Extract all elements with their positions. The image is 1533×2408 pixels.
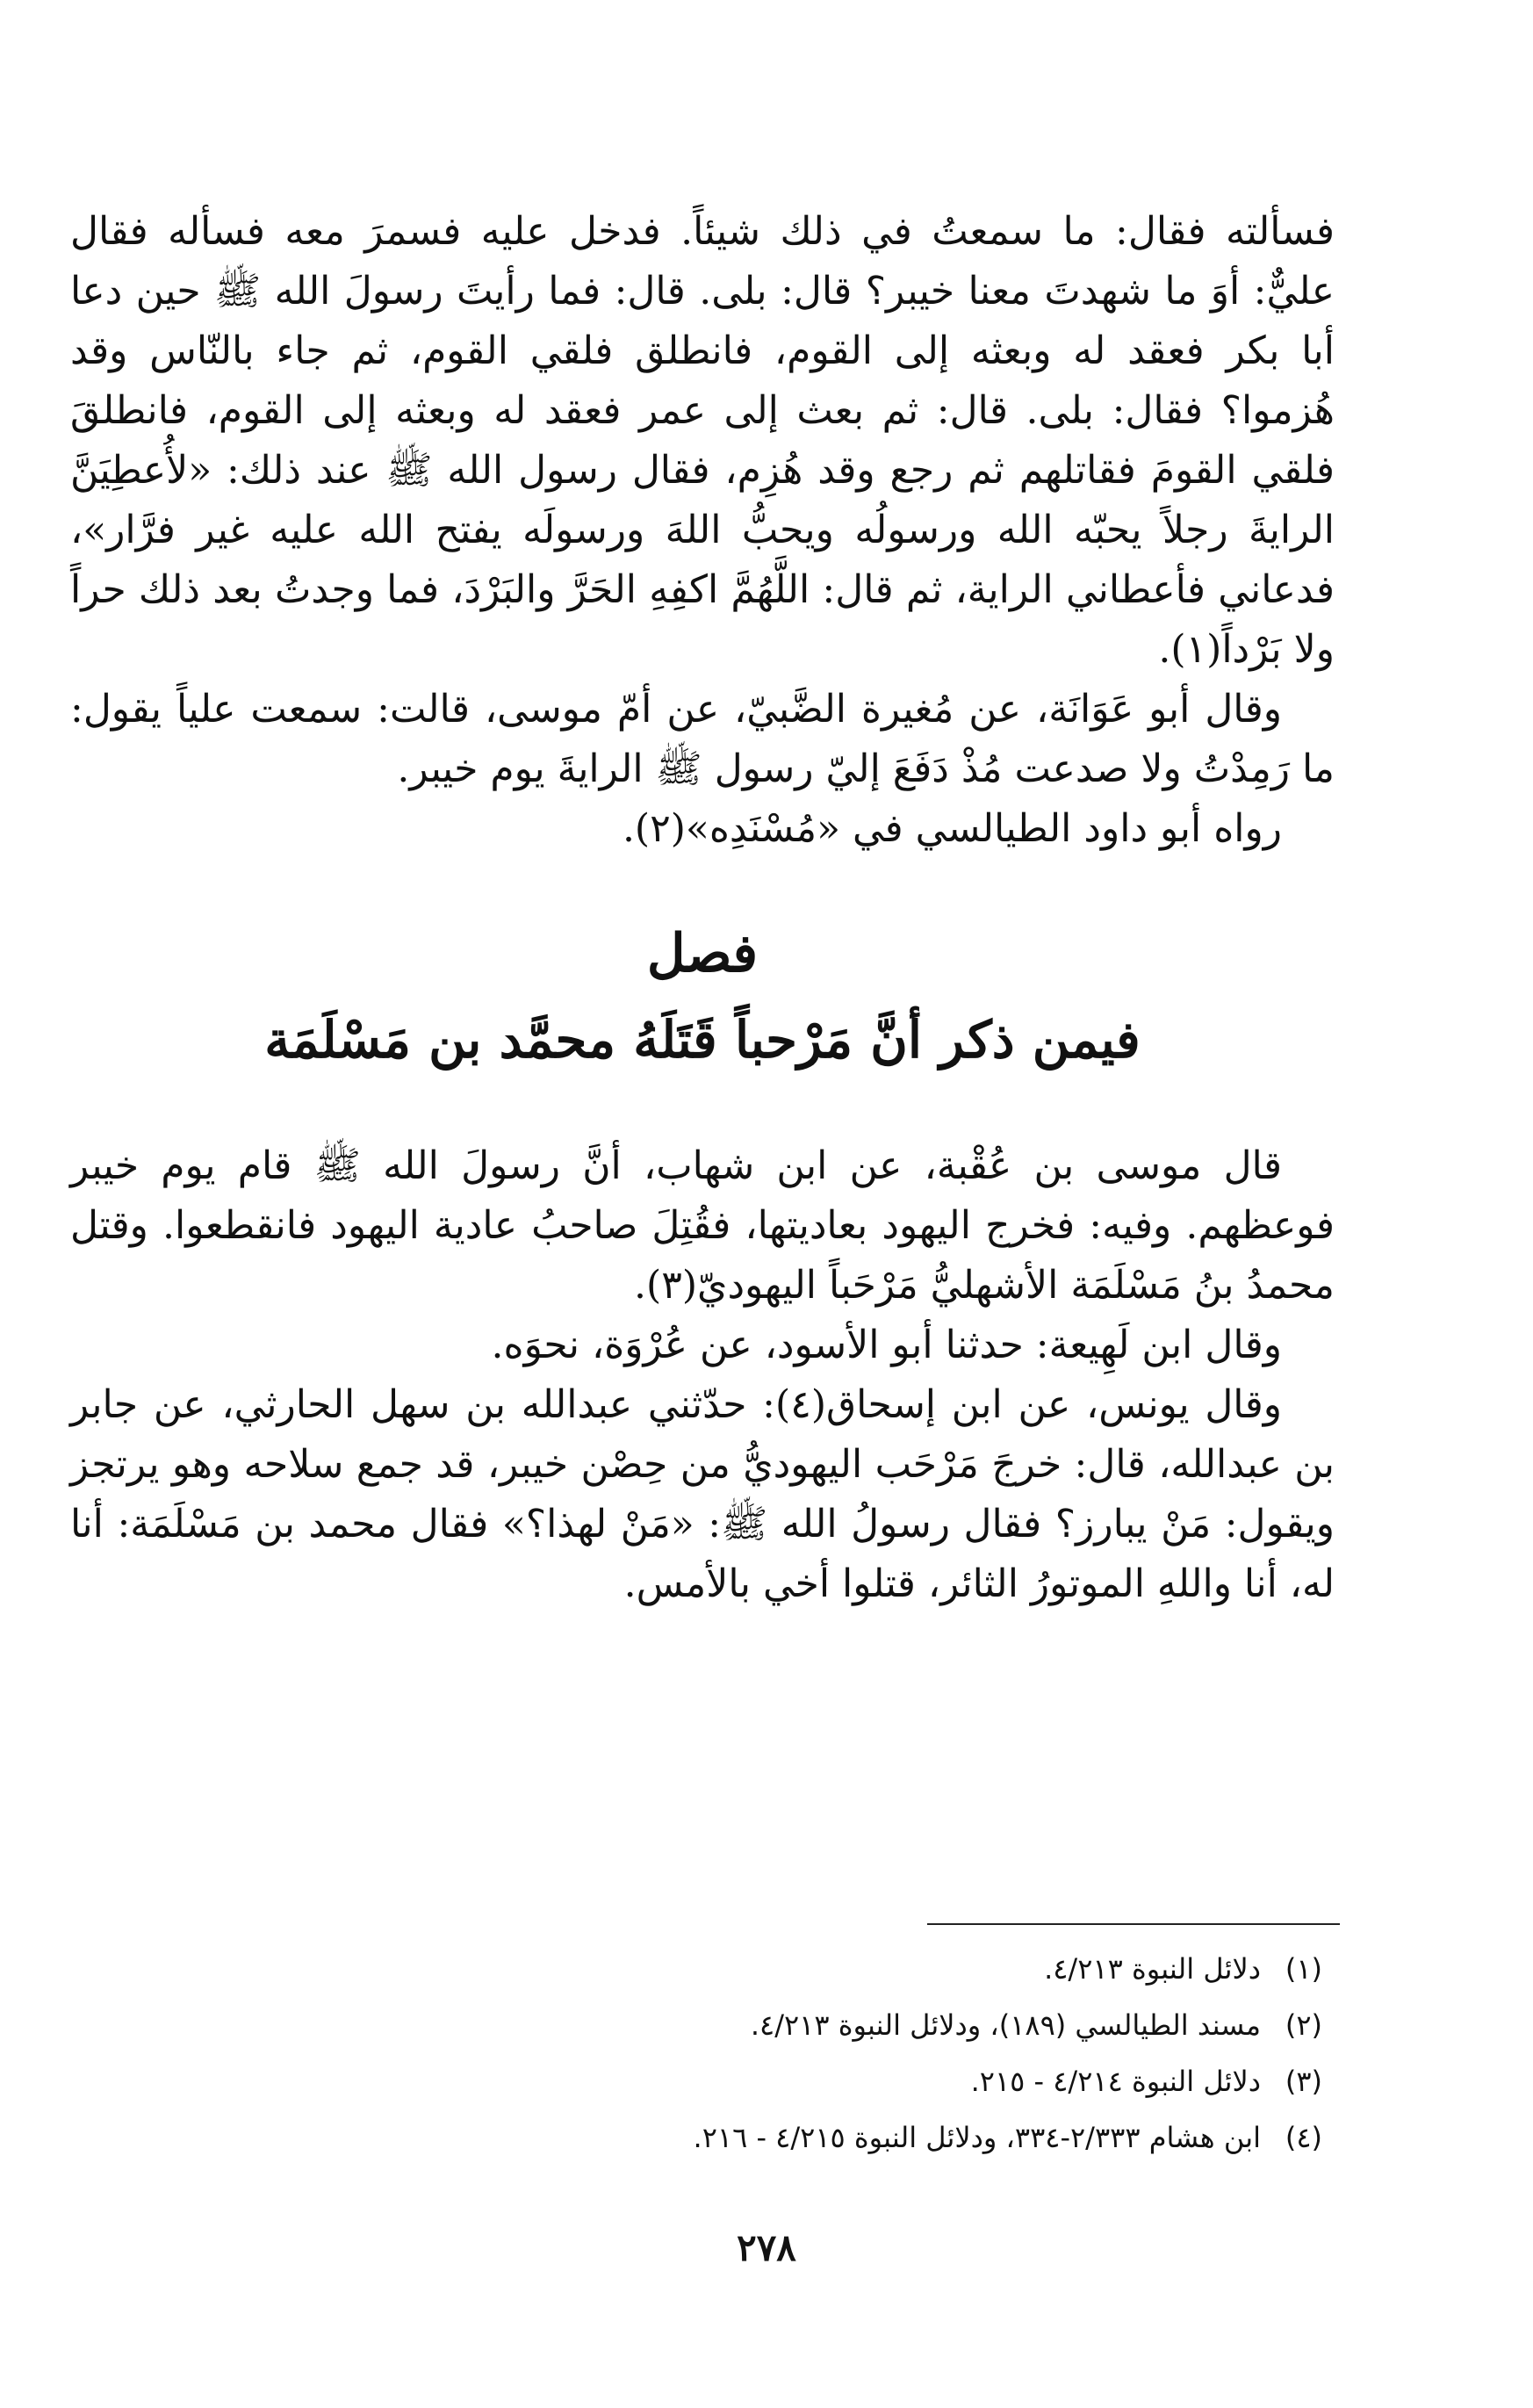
footnote-item (269, 1997, 1322, 2053)
footnote-number: (١) (1285, 1952, 1322, 1986)
section-label: فصل (646, 923, 759, 984)
body-paragraph: وقال ابن لَهِيعة: حدثنا أبو الأسود، عن عُرْوَة، نحوَه. (491, 1323, 1282, 1367)
section-title: فيمن ذكر أنَّ مَرْحباً قَتَلَهُ محمَّد بن مَسْلَمَة (264, 1010, 1141, 1070)
body-paragraph: وقال أبو عَوَانَة، عن مُغيرة الضَّبيّ، عن أمّ موسى، قالت: سمعت علياً يقول: ما رَمِدْتُ ولا صدعت مُذْ دَفَعَ إليّ رسول ﷺ الرايةَ يوم خيبر. (70, 687, 1335, 791)
footnote-item (269, 1941, 1322, 1997)
footnote-text: دلائل النبوة ٤/٢١٣. (1044, 1952, 1261, 1986)
footnote-text: ابن هشام ٢/٣٣٣-٣٣٤، ودلائل النبوة ٤/٢١٥ - ٢١٦. (693, 2121, 1261, 2154)
footnote-item (269, 2053, 1322, 2109)
body-paragraph: قال موسى بن عُقْبة، عن ابن شهاب، أنَّ رسولَ الله ﷺ قام يوم خيبر فوعظهم. وفيه: فخرج اليهود بعاديتها، فقُتِلَ صاحبُ عادية اليهود فانقطعوا. وقتل محمدُ بنُ مَسْلَمَة الأشهليُّ مَرْحَباً اليهوديّ(٣). (70, 1143, 1335, 1308)
footnote-number: (٣) (1285, 2065, 1322, 2098)
page-number: ٢٧٨ (737, 2226, 796, 2269)
footnote-number: (٢) (1285, 2008, 1322, 2042)
footnote-text: دلائل النبوة ٤/٢١٤ - ٢١٥. (970, 2065, 1261, 2098)
footnote-text: مسند الطيالسي (١٨٩)، ودلائل النبوة ٤/٢١٣. (750, 2008, 1261, 2042)
footnote-number: (٤) (1285, 2121, 1322, 2154)
footnote-divider (927, 1923, 1340, 1925)
footnote-item (269, 2109, 1322, 2166)
body-paragraph: وقال يونس، عن ابن إسحاق(٤): حدّثني عبدالله بن سهل الحارثي، عن جابر بن عبدالله، قال: خرجَ مَرْحَب اليهوديُّ من حِصْن خيبر، قد جمع سلاحه وهو يرتجز ويقول: مَنْ يبارز؟ فقال رسولُ الله ﷺ: «مَنْ لهذا؟» فقال محمد بن مَسْلَمَة: أنا له، أنا واللهِ الموتورُ الثائر، قتلوا أخي بالأمس. (70, 1382, 1335, 1606)
body-paragraph: فسألته فقال: ما سمعتُ في ذلك شيئاً. فدخل عليه فسمرَ معه فسأله فقال عليٌّ: أوَ ما شهدتَ معنا خيبر؟ قال: بلى. قال: فما رأيتَ رسولَ الله ﷺ حين دعا أبا بكر فعقد له وبعثه إلى القوم، فانطلق فلقي القوم، ثم جاء بالنّاس وقد هُزموا؟ فقال: بلى. قال: ثم بعث إلى عمر فعقد له وبعثه إلى القوم، فانطلقَ فلقي القومَ فقاتلهم ثم رجع وقد هُزِم، فقال رسول الله ﷺ عند ذلك: «لأُعطِيَنَّ الرايةَ رجلاً يحبّه الله ورسولُه ويحبُّ اللهَ ورسولَه يفتح الله عليه غير فرَّار»، فدعاني فأعطاني الراية، ثم قال: اللَّهُمَّ اكفِهِ الحَرَّ والبَرْدَ، فما وجدتُ بعد ذلك حراً ولا بَرْداً(١). (70, 209, 1335, 672)
page-body (70, 202, 1335, 1614)
footnotes (269, 1941, 1322, 2166)
body-paragraph: رواه أبو داود الطيالسي في «مُسْنَدِه»(٢). (622, 806, 1282, 851)
